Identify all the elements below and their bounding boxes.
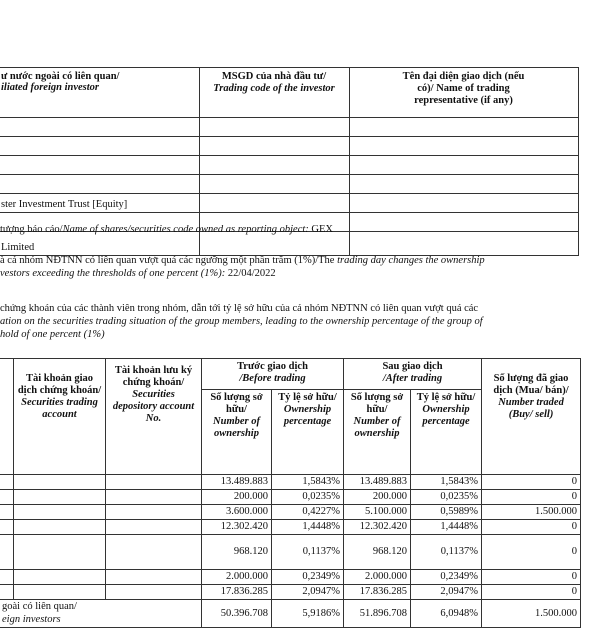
after-pct: 2,0947% xyxy=(411,585,482,600)
shares-name-line xyxy=(0,224,333,236)
header-rep-line2: có)/ Name of trading xyxy=(417,83,510,94)
before-pct: 1,4448% xyxy=(272,520,344,535)
header-after xyxy=(344,359,482,390)
before-pct: 1,5843% xyxy=(272,475,344,490)
before-pct: 2,0947% xyxy=(272,585,344,600)
header-blank xyxy=(0,359,14,475)
total-label xyxy=(0,600,202,628)
before-qty: 3.600.000 xyxy=(202,505,272,520)
representative xyxy=(350,232,579,256)
header-depository-vi: Tài khoản lưu ký chứng khoán/ xyxy=(114,365,193,388)
info-line-en: ation on the securities trading situation of the group members, leading to the ownership percentage of the group of xyxy=(0,316,483,327)
trading-code xyxy=(200,156,350,175)
total-label-en: eign investors xyxy=(2,614,61,625)
header-before-en: /Before trading xyxy=(239,373,306,384)
traded-qty: 0 xyxy=(482,475,581,490)
investor-name: ster Investment Trust [Equity] xyxy=(0,194,200,213)
header-pct xyxy=(272,390,344,475)
trading-day-en-2: vestors exceeding the thresholds of one percent (1%): xyxy=(0,268,226,279)
table-row xyxy=(0,505,581,520)
traded-qty: 0 xyxy=(482,570,581,585)
traded-qty: 0 xyxy=(482,535,581,570)
shares-name-en: Name of shares/securities code owned as reporting object: xyxy=(62,224,309,235)
header-traded xyxy=(482,359,581,475)
after-qty: 2.000.000 xyxy=(344,570,411,585)
traded-qty: 1.500.000 xyxy=(482,505,581,520)
header-investor-vi: ư nước ngoài có liên quan/ xyxy=(1,71,120,82)
header-trading-code-vi: MSGD của nhà đầu tư/ xyxy=(221,71,327,82)
trading-table-header xyxy=(0,359,581,390)
trading-code xyxy=(200,118,350,137)
trading-code xyxy=(200,137,350,156)
table-row xyxy=(0,490,581,505)
investor-name xyxy=(0,137,200,156)
total-label-vi: goài có liên quan/ xyxy=(2,601,77,612)
representative xyxy=(350,175,579,194)
after-qty: 5.100.000 xyxy=(344,505,411,520)
after-qty: 200.000 xyxy=(344,490,411,505)
header-investor-en: iliated foreign investor xyxy=(1,82,99,93)
header-shares-after xyxy=(344,390,411,475)
total-traded-qty: 1.500.000 xyxy=(482,600,581,628)
table-row xyxy=(0,137,579,156)
trading-day-date: 22/04/2022 xyxy=(225,268,276,279)
representative xyxy=(350,156,579,175)
traded-qty: 0 xyxy=(482,520,581,535)
header-after-vi: Sau giao dịch xyxy=(382,361,443,372)
investor-name xyxy=(0,156,200,175)
header-pct-after-vi: Tỷ lệ sở hữu/ xyxy=(416,392,476,403)
header-account-vi: Tài khoản giao dịch chứng khoán/ xyxy=(17,373,102,396)
shares-name-vi: tượng báo cáo/ xyxy=(0,224,63,235)
total-before-qty: 50.396.708 xyxy=(202,600,272,628)
trading-day-line xyxy=(0,255,485,267)
trading-day-line-2 xyxy=(0,268,276,280)
header-depository-en: Securities depository account No. xyxy=(112,389,195,424)
header-before-vi: Trước giao dịch xyxy=(237,361,308,372)
header-after-en: /After trading xyxy=(382,373,443,384)
before-qty: 12.302.420 xyxy=(202,520,272,535)
header-rep-line3: representative (if any) xyxy=(414,95,513,106)
header-pct-vi: Tỷ lệ sở hữu/ xyxy=(278,392,337,403)
header-rep-line1: Tên đại diện giao dịch (nếu xyxy=(402,71,525,82)
trading-code xyxy=(200,175,350,194)
trading-day-vi: à cả nhóm NĐTNN có liên quan vượt quá các ngưỡng một phần trăm (1%)/The xyxy=(0,255,338,266)
header-shares xyxy=(202,390,272,475)
after-pct: 0,5989% xyxy=(411,505,482,520)
after-pct: 1,4448% xyxy=(411,520,482,535)
after-qty: 17.836.285 xyxy=(344,585,411,600)
header-trading-code xyxy=(200,68,350,118)
after-pct: 0,2349% xyxy=(411,570,482,585)
shares-code: GEX xyxy=(308,224,334,235)
after-pct: 0,1137% xyxy=(411,535,482,570)
before-pct: 0,0235% xyxy=(272,490,344,505)
header-pct-after xyxy=(411,390,482,475)
representative xyxy=(350,118,579,137)
before-qty: 2.000.000 xyxy=(202,570,272,585)
before-qty: 17.836.285 xyxy=(202,585,272,600)
after-pct: 1,5843% xyxy=(411,475,482,490)
total-row xyxy=(0,600,581,628)
header-trading-code-en: Trading code of the investor xyxy=(213,83,335,94)
table-row xyxy=(0,585,581,600)
header-depository xyxy=(106,359,202,475)
total-before-pct: 5,9186% xyxy=(272,600,344,628)
before-pct: 0,4227% xyxy=(272,505,344,520)
representative xyxy=(350,213,579,232)
total-after-pct: 6,0948% xyxy=(411,600,482,628)
investor-table-header xyxy=(0,68,579,118)
before-qty: 13.489.883 xyxy=(202,475,272,490)
header-pct-after-en: Ownership percentage xyxy=(422,404,470,427)
header-representative xyxy=(350,68,579,118)
header-shares-after-en: Number of ownership xyxy=(353,416,401,439)
header-account-en: Securities trading account xyxy=(21,397,98,420)
info-line-vi: chứng khoán của các thành viên trong nhóm, dẫn tới tỷ lệ sở hữu của cả nhóm NĐTNN có liên quan vượt quá các xyxy=(0,303,479,314)
table-row xyxy=(0,118,579,137)
before-pct: 0,2349% xyxy=(272,570,344,585)
header-traded-vi: Số lượng đã giao dịch (Mua/ bán)/ xyxy=(493,373,569,396)
after-qty: 13.489.883 xyxy=(344,475,411,490)
table-row xyxy=(0,520,581,535)
table-row xyxy=(0,175,579,194)
trading-day-en: trading day changes the ownership xyxy=(337,255,485,266)
header-shares-en: Number of ownership xyxy=(213,416,260,439)
table-row xyxy=(0,570,581,585)
total-after-qty: 51.896.708 xyxy=(344,600,411,628)
trading-table xyxy=(0,358,581,628)
representative xyxy=(350,194,579,213)
before-qty: 968.120 xyxy=(202,535,272,570)
investor-name: Limited xyxy=(0,232,200,256)
header-before xyxy=(202,359,344,390)
table-row xyxy=(0,475,581,490)
table-row xyxy=(0,194,579,213)
trading-code xyxy=(200,194,350,213)
after-qty: 12.302.420 xyxy=(344,520,411,535)
before-qty: 200.000 xyxy=(202,490,272,505)
table-row xyxy=(0,156,579,175)
header-shares-vi: Số lượng sở hữu/ xyxy=(210,392,263,415)
header-traded-en: Number traded (Buy/ sell) xyxy=(498,397,564,420)
traded-qty: 0 xyxy=(482,585,581,600)
investor-name xyxy=(0,175,200,194)
after-qty: 968.120 xyxy=(344,535,411,570)
info-line-en-2: hold of one percent (1%) xyxy=(0,329,105,340)
header-investor xyxy=(0,68,200,118)
representative xyxy=(350,137,579,156)
investor-name xyxy=(0,118,200,137)
header-shares-after-vi: Số lượng sở hữu/ xyxy=(350,392,404,415)
header-account xyxy=(14,359,106,475)
traded-qty: 0 xyxy=(482,490,581,505)
after-pct: 0,0235% xyxy=(411,490,482,505)
header-pct-en: Ownership percentage xyxy=(283,404,332,427)
before-pct: 0,1137% xyxy=(272,535,344,570)
table-row xyxy=(0,535,581,570)
